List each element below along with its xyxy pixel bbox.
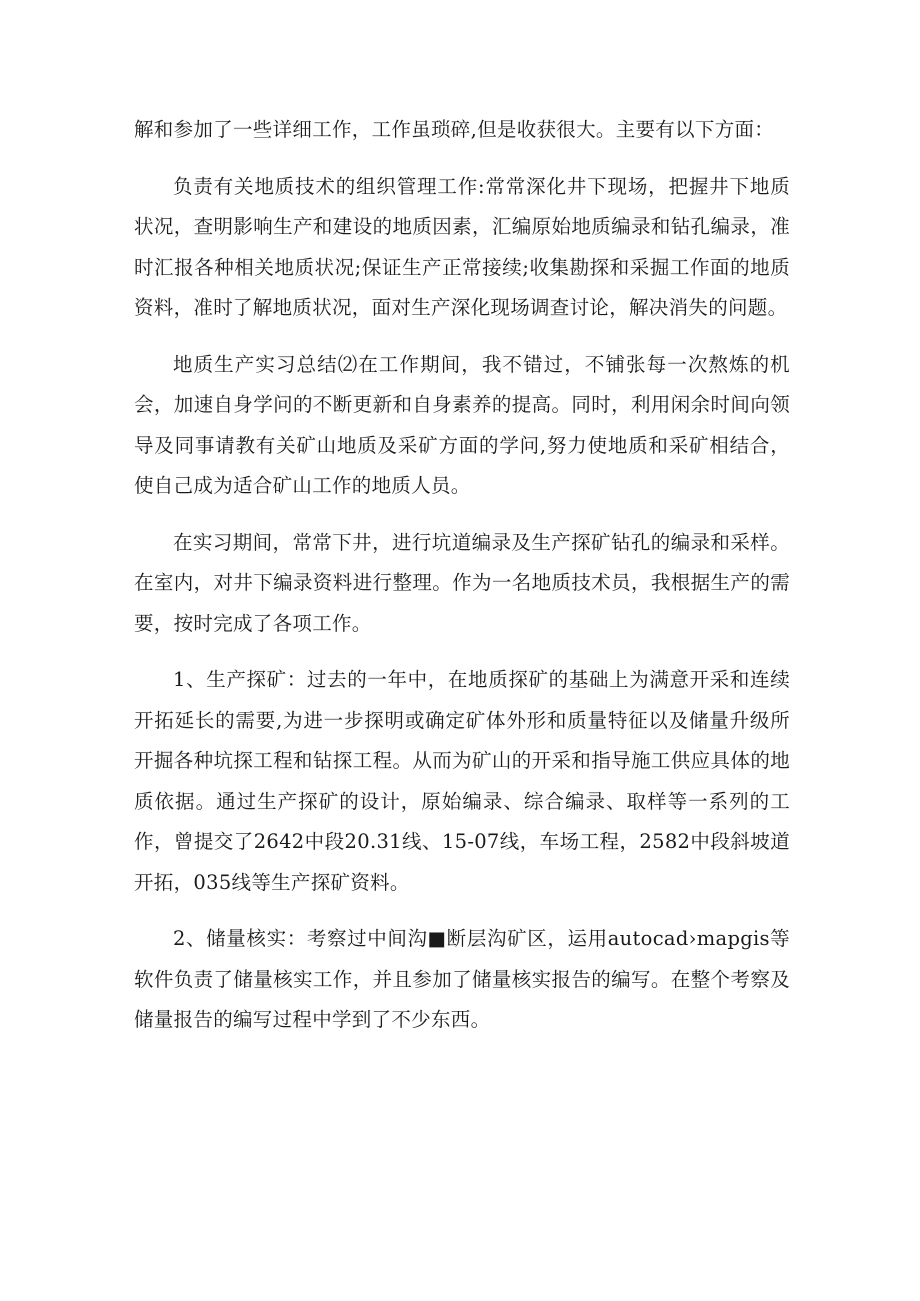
paragraph-internship-period: 在实习期间，常常下井，进行坑道编录及生产探矿钻孔的编录和采样。在室内，对井下编录资料进行整理。作为一名地质技术员，我根据生产的需要，按时完成了各项工作。 [134, 530, 790, 635]
paragraph-intro-continuation: 解和参加了一些详细工作，工作虽琐碎,但是收获很大。主要有以下方面： [134, 118, 775, 141]
paragraph-geology-management: 负责有关地质技术的组织管理工作:常常深化井下现场，把握井下地质状况，查明影响生产和建设的地质因素，汇编原始地质编录和钻孔编录，准时汇报各种相关地质状况;保证生产正常接续;收集勘探和采掘工作面的地质资料，准时了解地质状况，面对生产深化现场调查讨论，解决消失的问题。 [134, 174, 790, 319]
paragraph-internship-summary: 地质生产实习总结⑵在工作期间，我不错过，不铺张每一次熬炼的机会，加速自身学问的不断更新和自身素养的提高。同时，利用闲余时间向领导及同事请教有关矿山地质及采矿方面的学问,努力使地质和采矿相结合，使自己成为适合矿山工作的地质人员。 [134, 352, 790, 497]
paragraph-reserve-verification: 2、储量核实：考察过中间沟■断层沟矿区，运用autocad›mapgis等软件负责了储量核实工作，并且参加了储量核实报告的编写。在整个考察及储量报告的编写过程中学到了不少东西。 [134, 927, 790, 1031]
paragraph-production-exploration: 1、生产探矿：过去的一年中，在地质探矿的基础上为满意开采和连续开拓延长的需要,为进一步探明或确定矿体外形和质量特征以及储量升级所开掘各种坑探工程和钻探工程。从而为矿山的开采和指导施工供应具体的地质依据。通过生产探矿的设计，原始编录、综合编录、取样等一系列的工作，曾提交了2642中段20.31线、15-07线，车场工程，2582中段斜坡道开拓，035线等生产探矿资料。 [134, 668, 790, 894]
